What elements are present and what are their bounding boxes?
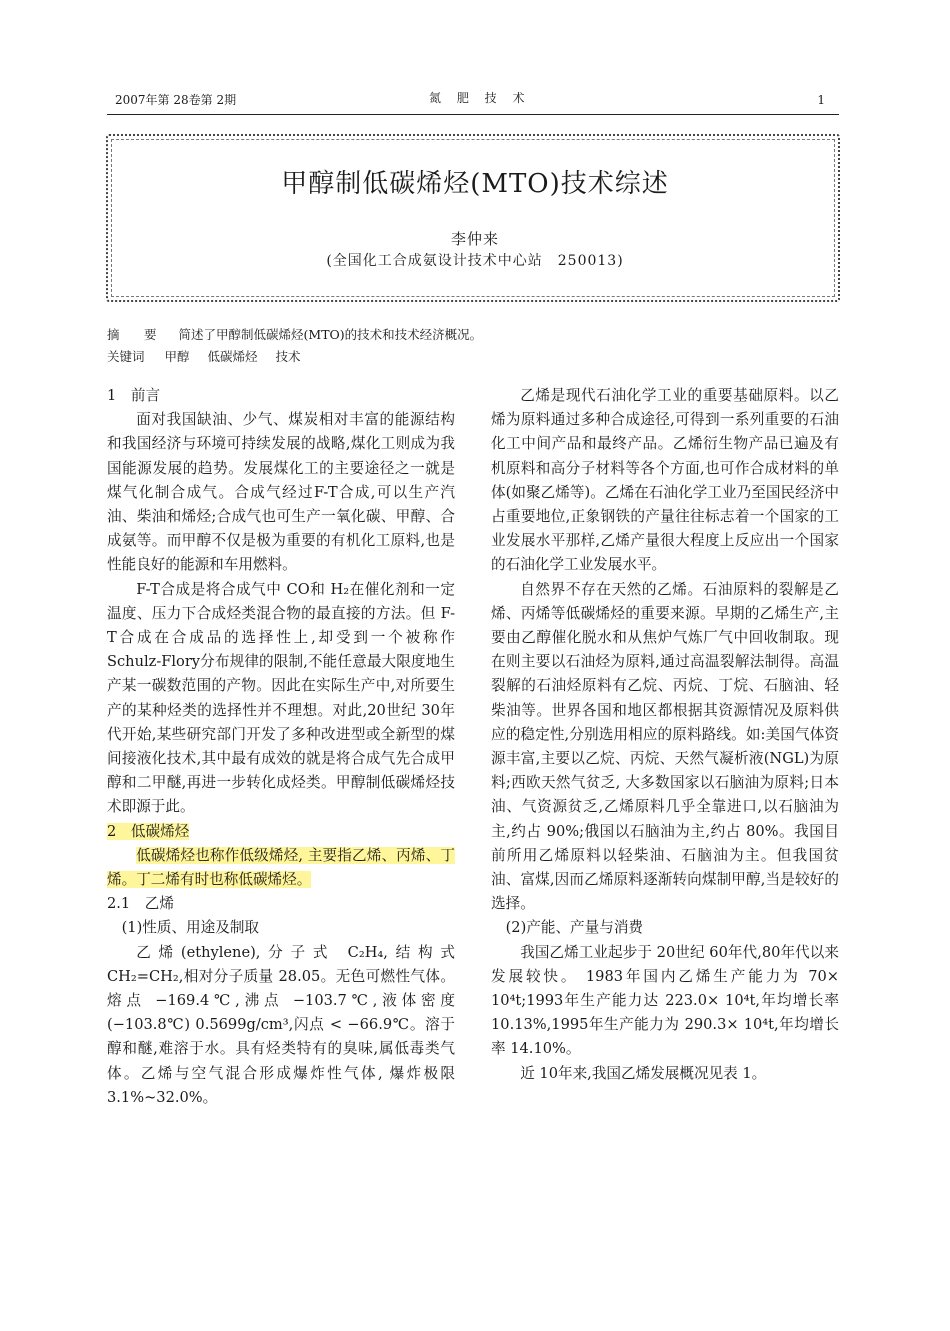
keywords [107, 347, 315, 365]
keywords-label: 关键词 [107, 349, 145, 364]
title-frame [106, 134, 840, 302]
paragraph: 乙烯(ethylene),分子式 C₂H₄,结构式 CH₂=CH₂,相对分子质量 28.05。无色可燃性气体。熔点 −169.4℃,沸点 −103.7℃,液体密度(−103.8℃) 0.5699g/cm³,闪点 < −66.9℃。溶于醇和醚,难溶于水。具有烃类特有的臭味,属低毒类气体。乙烯与空气混合形成爆炸性气体, 爆炸极限 3.1%~32.0%。 [107, 943, 455, 1106]
keyword: 低碳烯烃 [207, 349, 258, 364]
keyword: 技术 [275, 349, 301, 364]
paragraph: 面对我国缺油、少气、煤炭相对丰富的能源结构和我国经济与环境可持续发展的战略,煤化工则成为我国能源发展的趋势。发展煤化工的主要途径之一就是煤气化制合成气。合成气经过F-T合成,可以生产汽油、柴油和烯烃;合成气也可生产一氧化碳、甲醇、合成氨等。而甲醇不仅是极为重要的有机化工原料,也是性能良好的能源和车用燃料。 [107, 411, 455, 574]
author-name: 李仲来 [450, 230, 499, 248]
keyword: 甲醇 [164, 349, 190, 364]
abstract [107, 325, 482, 343]
subsection-item: (2)产能、产量与消费 [505, 919, 644, 937]
paragraph: 自然界不存在天然的乙烯。石油原料的裂解是乙烯、丙烯等低碳烯烃的重要来源。早期的乙烯生产,主要由乙醇催化脱水和从焦炉气炼厂气中回收制取。现在则主要以石油烃为原料,通过高温裂解法制得。高温裂解的石油烃原料有乙烷、丙烷、丁烷、石脑油、轻柴油等。世界各国和地区都根据其资源情况及原料供应的稳定性,分别选用相应的原料路线。如:美国气体资源丰富,主要以乙烷、丙烷、天然气凝析液(NGL)为原料;西欧天然气贫乏, 大多数国家以石脑油为原料;日本油、气资源贫乏,乙烯原料几乎全靠进口,以石脑油为主,约占 90%;俄国以石脑油为主,约占 80%。我国目前所用乙烯原料以轻柴油、石脑油为主。但我国贫油、富煤,因而乙烯原料逐渐转向煤制甲醇,当是较好的选择。 [491, 580, 839, 913]
header-rule [107, 114, 839, 115]
author-affiliation: (全国化工合成氨设计技术中心站 250013) [326, 253, 624, 269]
highlighted-heading: 2 低碳烯烃 [107, 822, 190, 840]
right-column [491, 384, 839, 1086]
left-column [107, 384, 455, 1110]
page-number: 1 [817, 93, 825, 107]
running-header [107, 91, 839, 113]
abstract-label: 摘 要 [107, 327, 163, 342]
abstract-text: 简述了甲醇制低碳烯烃(MTO)的技术和技术经济概况。 [178, 327, 483, 342]
subsection-heading: 2.1 乙烯 [107, 895, 174, 913]
section-heading [107, 820, 455, 844]
issue-info: 2007年第 28卷第 2期 [115, 93, 237, 107]
paragraph: 乙烯是现代石油化学工业的重要基础原料。以乙烯为原料通过多种合成途径,可得到一系列重要的石油化工中间产品和最终产品。乙烯衍生物产品已遍及有机原料和高分子材料等各个方面,也可作合成材料的单体(如聚乙烯等)。乙烯在石油化学工业乃至国民经济中占重要地位,正象钢铁的产量往往标志着一个国家的工业发展水平那样,乙烯产量很大程度上反应出一个国家的石油化学工业发展水平。 [491, 387, 839, 574]
article-title: 甲醇制低碳烯烃(MTO)技术综述 [281, 169, 669, 199]
paragraph: 近 10年来,我国乙烯发展概况见表 1。 [520, 1064, 767, 1082]
highlighted-paragraph [107, 844, 455, 892]
subsection-item: (1)性质、用途及制取 [121, 919, 260, 937]
journal-name: 氮 肥 技 术 [429, 91, 531, 105]
highlight: 低碳烯烃也称作低级烯烃, 主要指乙烯、丙烯、丁烯。丁二烯有时也称低碳烯烃。 [107, 846, 455, 889]
section-heading: 1 前言 [107, 387, 161, 404]
paragraph: 我国乙烯工业起步于 20世纪 60年代,80年代以来发展较快。 1983年国内乙烯生产能力为 70× 10⁴t;1993年生产能力达 223.0× 10⁴t,年均增长率 10.13%,1995年生产能力为 290.3× 10⁴t,年均增长率 14.10%。 [491, 943, 839, 1058]
paragraph: F-T合成是将合成气中 CO和 H₂在催化剂和一定温度、压力下合成烃类混合物的最直接的方法。但 F-T合成在合成品的选择性上,却受到一个被称作 Schulz-Flory分布规律的限制,不能任意最大限度地生产某一碳数范围的产物。因此在实际生产中,对所要生产的某种烃类的选择性并不理想。对此,20世纪 30年代开始,某些研究部门开发了多种改进型或全新型的煤间接液化技术,其中最有成效的就是将合成气先合成甲醇和二甲醚,再进一步转化成烃类。甲醇制低碳烯烃技术即源于此。 [107, 580, 455, 816]
